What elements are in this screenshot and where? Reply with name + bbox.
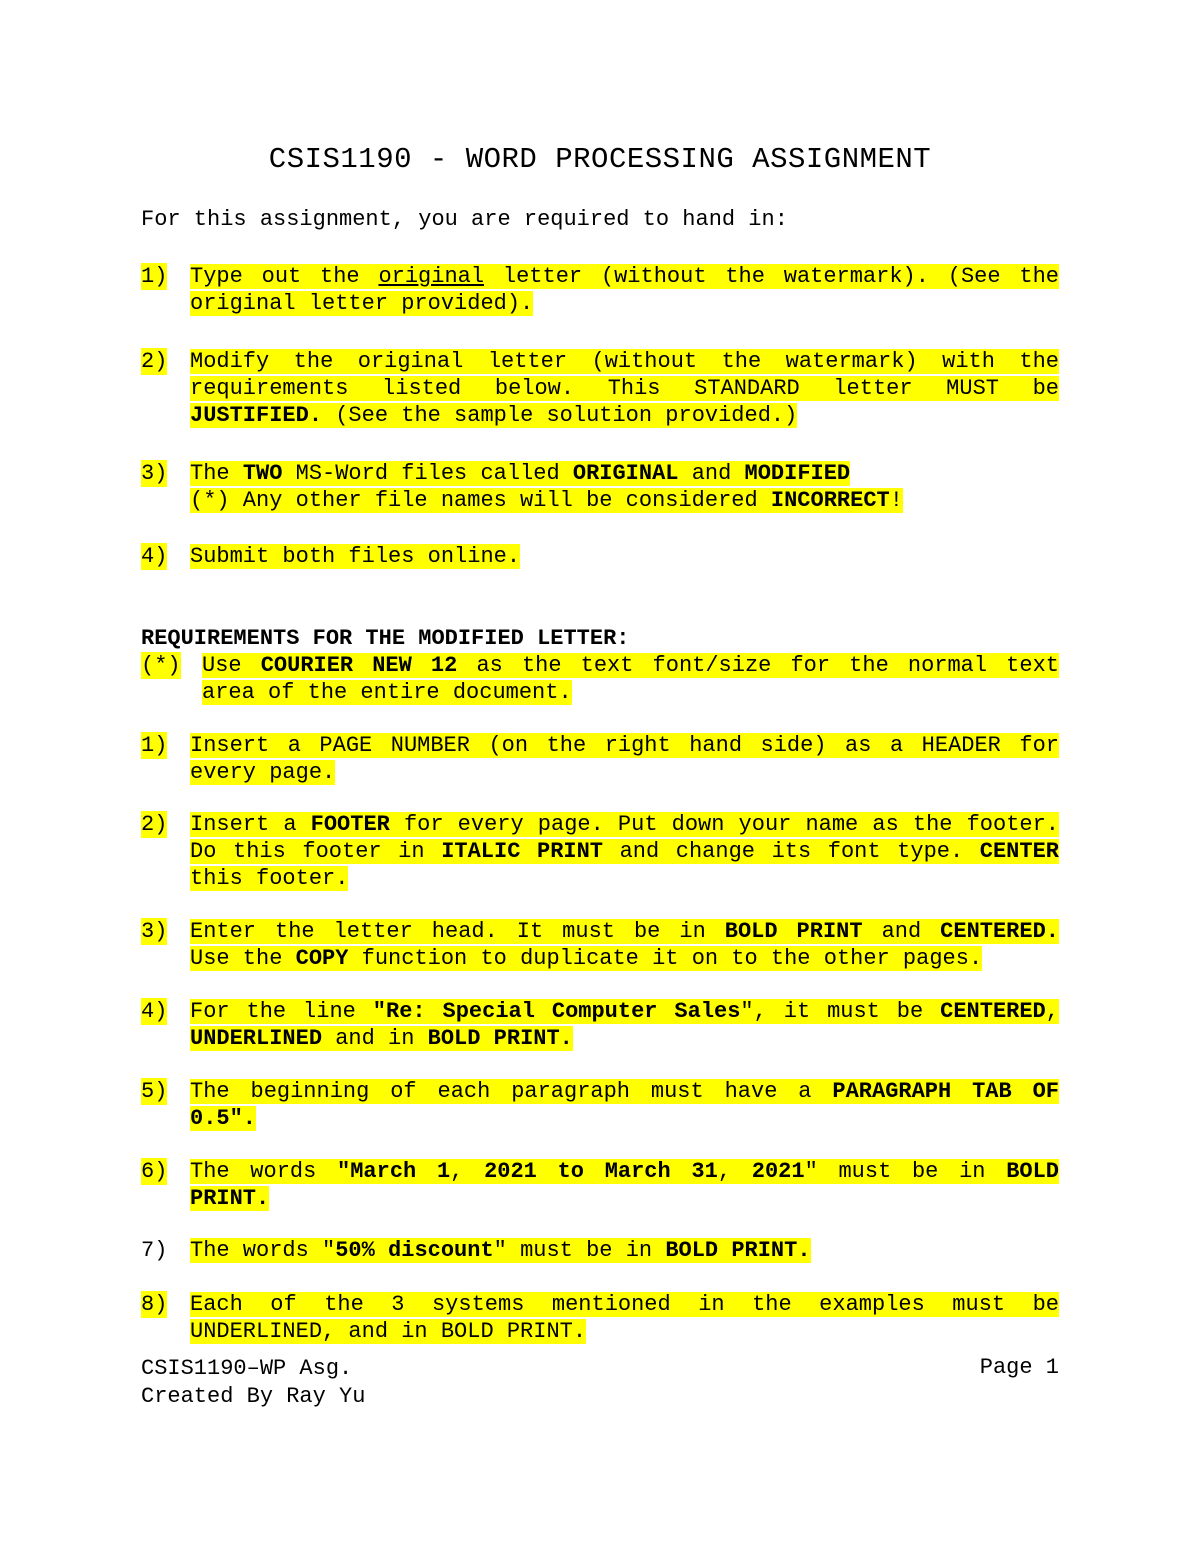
list-item xyxy=(141,348,1059,429)
item-text: The words xyxy=(190,1159,338,1184)
item-text: Modify the original letter (without the watermark) with the requirements listed below. This STANDARD letter MUST be xyxy=(190,349,1059,401)
list-item xyxy=(141,918,1059,972)
item-text-bold: COURIER NEW 12 xyxy=(260,653,458,678)
item-text-underlined: original xyxy=(378,264,485,289)
item-text-bold: 50% discount xyxy=(335,1238,494,1263)
item-text: For the line xyxy=(190,999,373,1024)
item-text-bold: CENTERED. xyxy=(940,919,1059,944)
item-text: ", it must be xyxy=(740,999,941,1024)
list-item xyxy=(141,460,1059,514)
item-text-bold: JUSTIFIED. xyxy=(190,403,323,428)
item-text: letter (without the watermark). (See the xyxy=(484,264,1059,289)
item-number: 2) xyxy=(141,349,168,374)
item-text: and in xyxy=(322,1026,428,1051)
item-number: 6) xyxy=(141,1159,168,1184)
item-text-bold: TWO xyxy=(242,461,283,486)
item-number: 3) xyxy=(141,461,168,486)
list-item xyxy=(141,652,1059,706)
item-text: " must be in xyxy=(493,1238,666,1263)
item-number: 1) xyxy=(141,733,168,758)
item-text-bold: BOLD PRINT. xyxy=(665,1238,811,1263)
item-text-bold: 2021 to March 31 xyxy=(484,1159,718,1184)
list-item xyxy=(141,543,1059,570)
item-text: (See the sample solution provided.) xyxy=(322,403,798,428)
page-title: CSIS1190 - WORD PROCESSING ASSIGNMENT xyxy=(268,143,932,176)
item-text: and change its font type. xyxy=(603,839,980,864)
item-number: 8) xyxy=(141,1292,168,1317)
item-text: , xyxy=(717,1159,752,1184)
item-text: Type out the xyxy=(190,264,379,289)
item-text-bold: BOLD PRINT. xyxy=(427,1026,573,1051)
item-text: Enter the letter head. It must be in xyxy=(190,919,725,944)
item-text: MS-Word files called xyxy=(282,461,573,486)
item-text-bold: COPY xyxy=(295,946,349,971)
item-text-bold: FOOTER xyxy=(310,812,390,837)
item-text-bold: UNDERLINED xyxy=(190,1026,323,1051)
item-text-bold: 2021 xyxy=(751,1159,805,1184)
item-text-bold: BOLD PRINT xyxy=(724,919,863,944)
page-number: Page 1 xyxy=(979,1355,1059,1380)
item-text: and xyxy=(678,461,745,486)
item-text-bold: CENTERED xyxy=(940,999,1046,1024)
item-text: as the text font/size for the normal text area of the entire document. xyxy=(202,653,1059,705)
item-text: Each of the 3 systems mentioned in the examples must be UNDERLINED, and in BOLD PRINT. xyxy=(190,1292,1059,1344)
item-text: for every page. Put down your name as the footer. Do this footer in xyxy=(190,812,1060,864)
item-text: function to duplicate it on to the other pages. xyxy=(348,946,983,971)
item-number: 5) xyxy=(141,1079,168,1104)
item-text-bold: ORIGINAL xyxy=(572,461,679,486)
item-text: The words " xyxy=(190,1238,336,1263)
list-item xyxy=(141,1078,1059,1132)
item-text-bold: ITALIC PRINT xyxy=(441,839,603,864)
item-text-bold: BOLD PRINT. xyxy=(190,1159,1060,1211)
item-number: 4) xyxy=(141,544,168,569)
item-text: ! xyxy=(889,488,903,513)
item-text: " must be in xyxy=(804,1159,1007,1184)
item-number: 1) xyxy=(141,264,168,289)
item-text: and xyxy=(862,919,941,944)
item-text-bold: "Re: Special Computer Sales xyxy=(372,999,741,1024)
list-item xyxy=(141,1291,1059,1345)
item-text: Use xyxy=(202,653,261,678)
item-text: this footer. xyxy=(190,866,349,891)
list-item xyxy=(141,263,1059,317)
item-number: 7) xyxy=(141,1238,168,1263)
page-footer xyxy=(141,1355,365,1411)
requirements-heading: REQUIREMENTS FOR THE MODIFIED LETTER: xyxy=(141,626,630,651)
item-text: Insert a PAGE NUMBER (on the right hand side) as a HEADER for every page. xyxy=(190,733,1059,785)
item-text: The beginning of each paragraph must have a xyxy=(190,1079,833,1104)
item-text-bold: INCORRECT xyxy=(770,488,890,513)
item-text: , xyxy=(1045,999,1059,1024)
item-text: original letter provided). xyxy=(190,291,534,316)
footer-author: Created By Ray Yu xyxy=(141,1384,366,1409)
item-number: 3) xyxy=(141,919,168,944)
list-item xyxy=(141,1158,1059,1212)
intro-text: For this assignment, you are required to hand in: xyxy=(141,207,788,232)
item-text: Submit both files online. xyxy=(190,544,521,569)
footer-course-label: CSIS1190–WP Asg. xyxy=(141,1356,353,1381)
item-text: (*) Any other file names will be considered xyxy=(190,488,771,513)
list-item xyxy=(141,1237,1059,1264)
list-item xyxy=(141,811,1059,892)
item-text: The xyxy=(190,461,243,486)
item-number: 2) xyxy=(141,812,168,837)
item-text: , xyxy=(450,1159,485,1184)
item-text-bold: CENTER xyxy=(979,839,1059,864)
item-text-bold: MODIFIED xyxy=(744,461,851,486)
list-item xyxy=(141,732,1059,786)
item-number: 4) xyxy=(141,999,168,1024)
list-item xyxy=(141,998,1059,1052)
item-number: (*) xyxy=(141,653,181,678)
item-text: Use the xyxy=(190,946,296,971)
item-text: Insert a xyxy=(190,812,311,837)
item-text-bold: PARAGRAPH TAB OF 0.5". xyxy=(190,1079,1059,1131)
item-text-bold: "March 1 xyxy=(337,1159,451,1184)
